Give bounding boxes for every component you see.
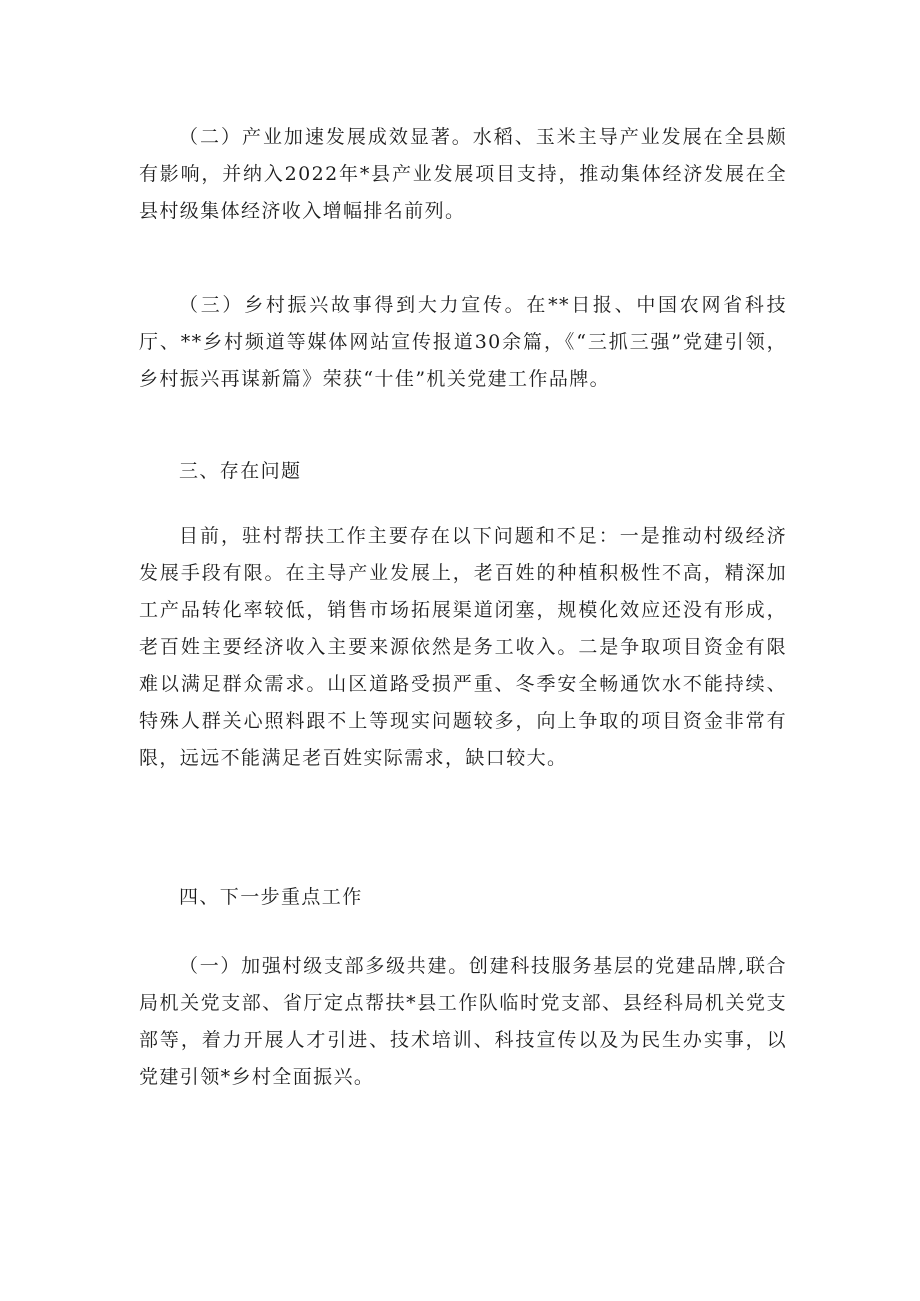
section-heading-next-steps: 四、下一步重点工作 [179, 886, 363, 908]
paragraph-existing-problems: 目前，驻村帮扶工作主要存在以下问题和不足：一是推动村级经济发展手段有限。在主导产业发展上，老百姓的种植积极性不高，精深加工产品转化率较低，销售市场拓展渠道闭塞，规模化效应还没有形成，老百姓主要经济收入主要来源依然是务工收入。二是争取项目资金有限难以满足群众需求。山区道路受损严重、冬季安全畅通饮水不能持续、特殊人群关心照料跟不上等现实问题较多，向上争取的项目资金非常有限，远远不能满足老百姓实际需求，缺口较大。 [139, 525, 787, 769]
section-heading-existing-problems: 三、存在问题 [179, 460, 302, 482]
paragraph-rural-revitalization-publicity: （三）乡村振兴故事得到大力宣传。在**日报、中国农网省科技厅、**乡村频道等媒体网站宣传报道30余篇，《“三抓三强”党建引领，乡村振兴再谋新篇》荣获“十佳”机关党建工作品牌。 [139, 294, 787, 390]
paragraph-industry-development: （二）产业加速发展成效显著。水稻、玉米主导产业发展在全县颇有影响，并纳入2022年*县产业发展项目支持，推动集体经济发展在全县村级集体经济收入增幅排名前列。 [139, 126, 787, 222]
paragraph-village-branch-coconstruction: （一）加强村级支部多级共建。创建科技服务基层的党建品牌,联合局机关党支部、省厅定点帮扶*县工作队临时党支部、县经科局机关党支部等，着力开展人才引进、技术培训、科技宣传以及为民生办实事，以党建引领*乡村全面振兴。 [139, 955, 787, 1088]
